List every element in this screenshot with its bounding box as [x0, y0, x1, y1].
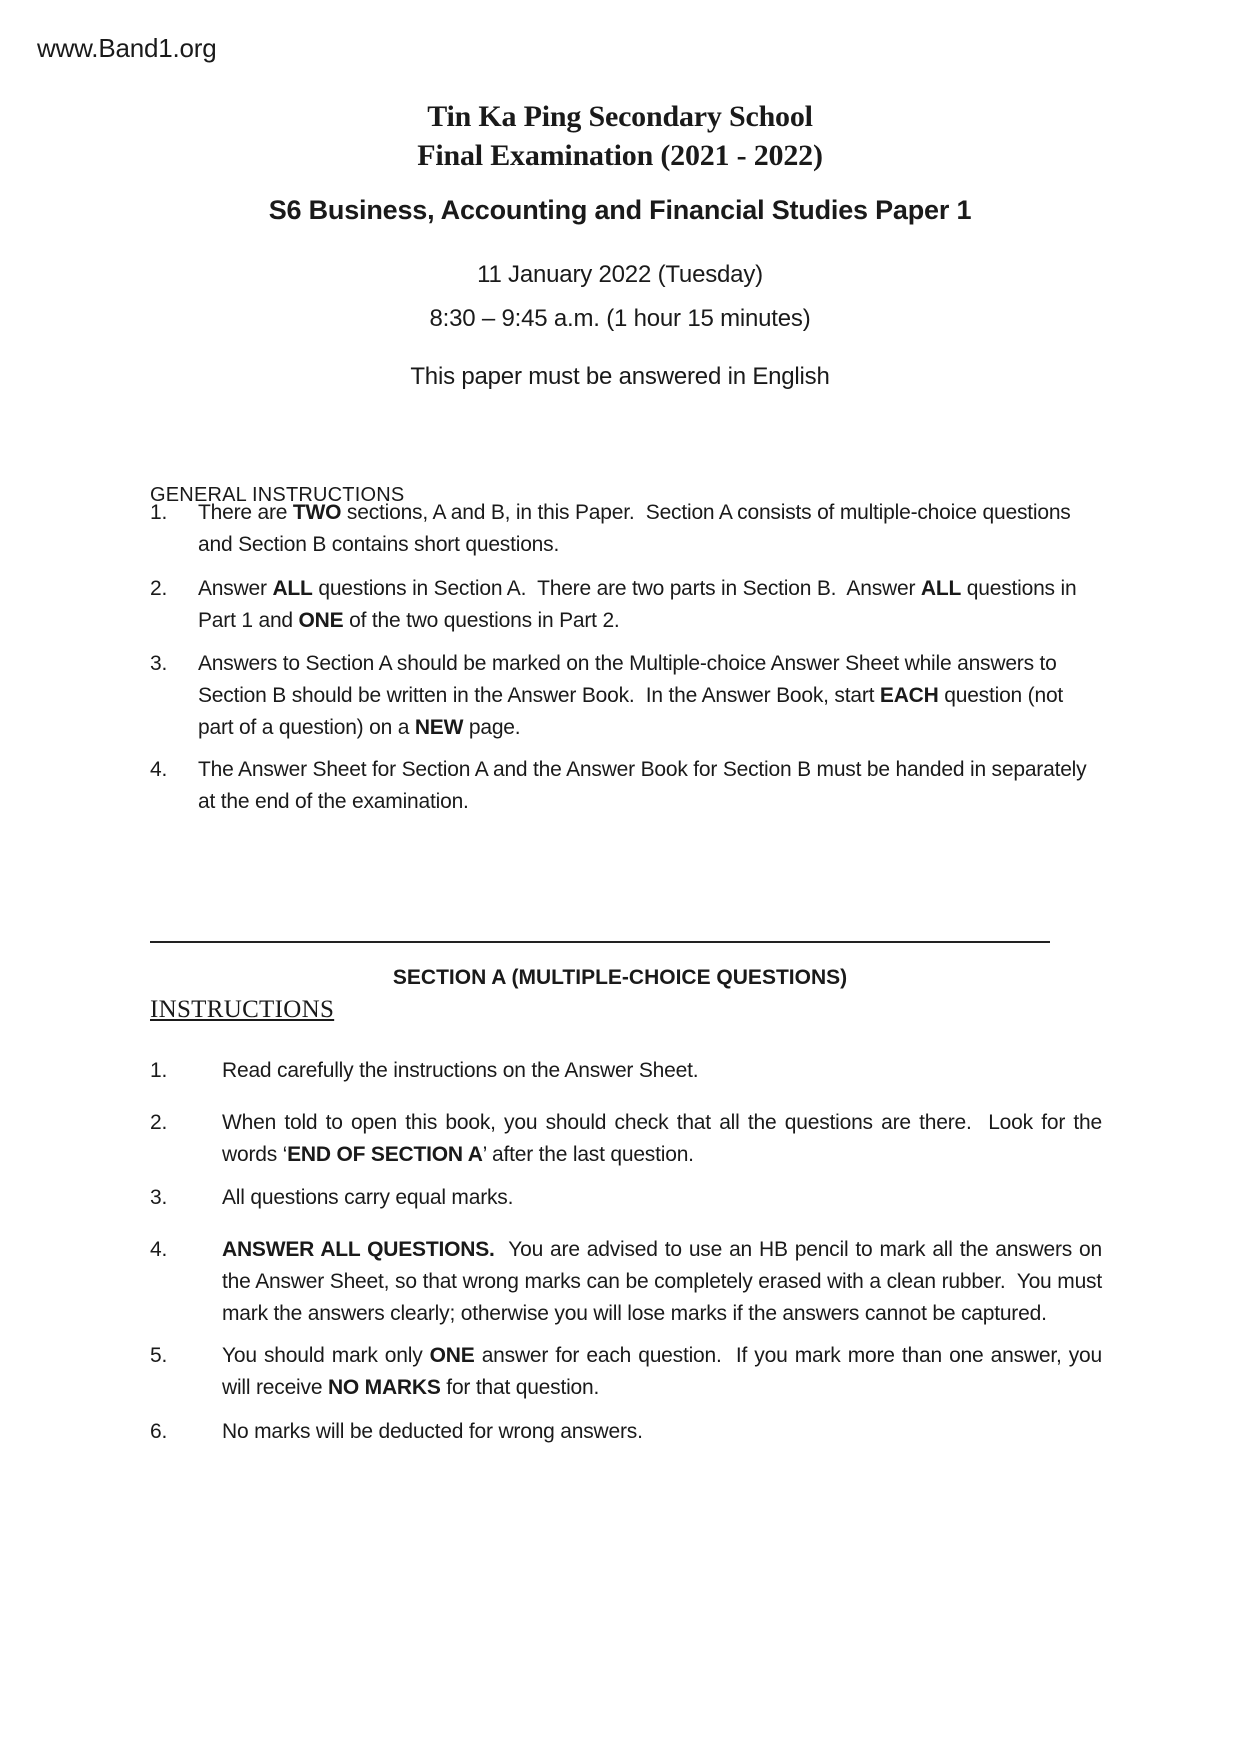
instructions-heading: INSTRUCTIONS	[150, 996, 335, 1023]
general-instruction-item	[150, 648, 1092, 744]
section-a-instruction-item	[150, 1107, 1108, 1171]
section-a-instruction-item	[150, 1055, 1102, 1087]
item-number: 4.	[150, 1238, 168, 1261]
item-number: 2.	[150, 1111, 168, 1134]
item-text: You should mark only ONE answer for each question. If you mark more than one answer, you will receive NO MARKS for that question.	[222, 1344, 1108, 1399]
item-text: There are TWO sections, A and B, in this Paper. Section A consists of multiple-choice questions and Section B contains short questions.	[198, 501, 1077, 556]
item-text: No marks will be deducted for wrong answers.	[222, 1420, 643, 1443]
section-a-instruction-item	[150, 1416, 1102, 1448]
section-a-instruction-item	[150, 1340, 1108, 1404]
item-text: Answers to Section A should be marked on the Multiple-choice Answer Sheet while answers to Section B should be written in the Answer Book. In the Answer Book, start EACH question (not part of a question) on a NEW page.	[198, 652, 1069, 739]
item-number: 5.	[150, 1344, 168, 1367]
item-text: When told to open this book, you should check that all the questions are there. Look for the words ‘END OF SECTION A’ after the last question.	[222, 1111, 1108, 1166]
item-number: 2.	[150, 577, 168, 600]
item-number: 1.	[150, 1059, 168, 1082]
exam-time: 8:30 – 9:45 a.m. (1 hour 15 minutes)	[429, 305, 811, 332]
paper-title: S6 Business, Accounting and Financial Studies Paper 1	[268, 195, 972, 225]
section-a-heading: SECTION A (MULTIPLE-CHOICE QUESTIONS)	[392, 966, 848, 989]
general-instruction-item	[150, 754, 1092, 818]
school-name: Tin Ka Ping Secondary School	[427, 100, 813, 133]
section-a-instruction-item	[150, 1234, 1108, 1330]
item-number: 4.	[150, 758, 168, 781]
item-number: 3.	[150, 652, 168, 675]
item-number: 6.	[150, 1420, 168, 1443]
general-instruction-item	[150, 497, 1092, 561]
exam-name: Final Examination (2021 - 2022)	[417, 139, 823, 172]
item-text: ANSWER ALL QUESTIONS. You are advised to use an HB pencil to mark all the answers on the Answer Sheet, so that wrong marks can be completely erased with a clean rubber. You must mark the answers clearly; otherwise you will lose marks if the answers cannot be captured.	[222, 1238, 1108, 1325]
item-text: All questions carry equal marks.	[222, 1186, 514, 1209]
section-a-instruction-item	[150, 1182, 1102, 1214]
general-instruction-item	[150, 573, 1092, 637]
exam-date: 11 January 2022 (Tuesday)	[477, 261, 763, 288]
item-text: Answer ALL questions in Section A. There are two parts in Section B. Answer ALL questions in Part 1 and ONE of the two questions in Part 2.	[198, 577, 1083, 632]
general-instructions-heading: GENERAL INSTRUCTIONS	[150, 484, 405, 506]
item-number: 3.	[150, 1186, 168, 1209]
item-number: 1.	[150, 501, 168, 524]
item-text: The Answer Sheet for Section A and the Answer Book for Section B must be handed in separately at the end of the examination.	[198, 758, 1093, 813]
horizontal-divider	[150, 941, 1050, 943]
language-note: This paper must be answered in English	[410, 363, 830, 390]
watermark: www.Band1.org	[37, 33, 217, 63]
item-text: Read carefully the instructions on the Answer Sheet.	[222, 1059, 699, 1082]
